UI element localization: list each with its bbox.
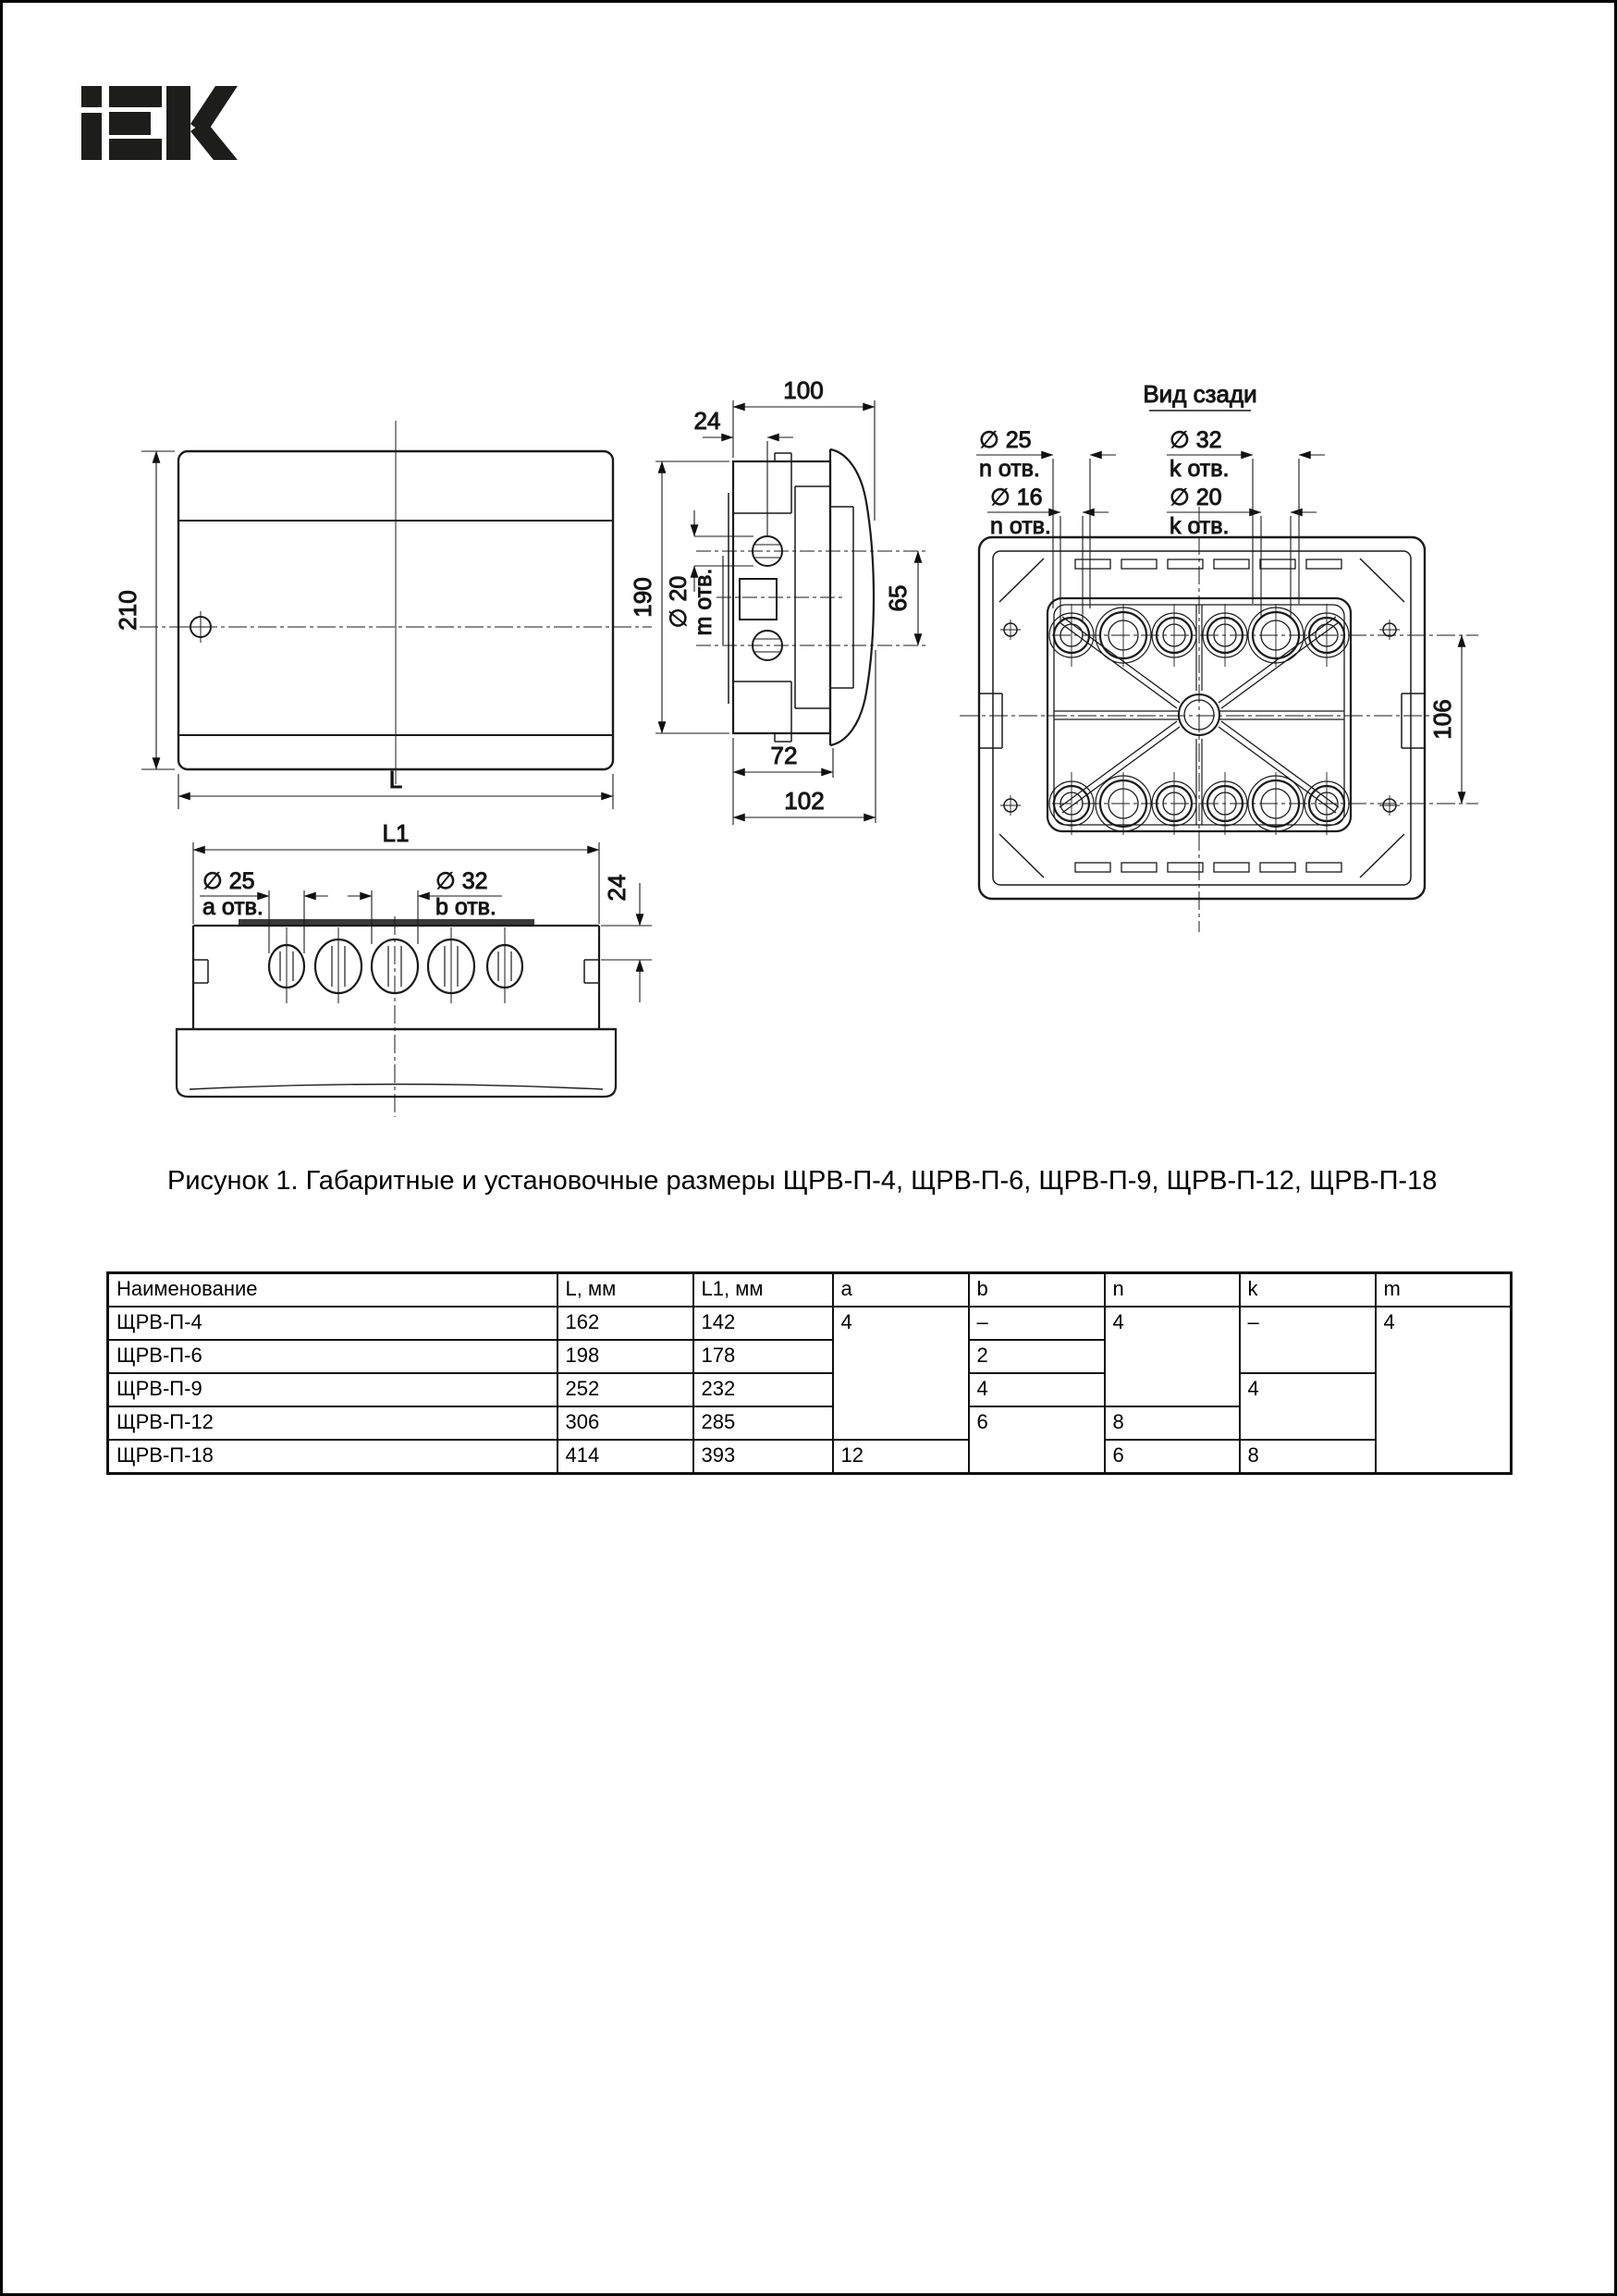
- table-header-row: [108, 1273, 1512, 1308]
- label-rear-d25: ∅ 25: [979, 427, 1032, 453]
- dim-side-depth-total: 102: [784, 787, 825, 815]
- dimensions-table: [106, 1271, 1513, 1475]
- label-bottom-d25-qty: a отв.: [202, 894, 263, 920]
- cell-b: 2: [969, 1340, 1105, 1373]
- cell-l1: 142: [693, 1307, 833, 1340]
- col-header-a: a: [833, 1273, 969, 1308]
- label-rear-d16-qty: n отв.: [990, 513, 1051, 539]
- cell-l1: 178: [693, 1340, 833, 1373]
- side-view: [629, 376, 929, 825]
- cell-l: 414: [557, 1440, 693, 1474]
- dim-side-depth-body: 72: [770, 742, 798, 769]
- iek-logo: [81, 86, 238, 160]
- bottom-view: [177, 819, 652, 1117]
- cell-name: ЩРВ-П-12: [108, 1406, 557, 1440]
- label-rear-d32: ∅ 32: [1170, 427, 1222, 453]
- cell-l: 252: [557, 1373, 693, 1406]
- figure-caption: Рисунок 1. Габаритные и установочные размеры ЩРВ-П-4, ЩРВ-П-6, ЩРВ-П-9, ЩРВ-П-12, ЩРВ-П-18: [167, 1166, 1438, 1196]
- cell-n: 6: [1105, 1440, 1240, 1474]
- cell-k: 8: [1240, 1440, 1376, 1474]
- label-rear-d32-qty: k отв.: [1170, 456, 1230, 482]
- cell-l: 306: [557, 1406, 693, 1440]
- cell-l1: 232: [693, 1373, 833, 1406]
- cell-n: 4: [1105, 1307, 1240, 1406]
- cell-a: 12: [833, 1440, 969, 1474]
- label-rear-d20: ∅ 20: [1170, 485, 1222, 510]
- cell-l1: 285: [693, 1406, 833, 1440]
- dim-side-height: 190: [629, 577, 656, 618]
- label-rear-d16: ∅ 16: [990, 485, 1043, 510]
- label-bottom-d32-qty: b отв.: [435, 894, 496, 920]
- technical-drawing: [3, 3, 1617, 1186]
- label-bottom-d32: ∅ 32: [435, 868, 488, 894]
- front-view: [114, 421, 652, 809]
- table-row: [108, 1440, 1512, 1474]
- col-header-m: m: [1376, 1273, 1512, 1308]
- dim-rear-row-spacing: 106: [1428, 699, 1456, 740]
- dim-front-length: L: [388, 766, 403, 793]
- cell-k: 4: [1240, 1373, 1376, 1440]
- cell-l1: 393: [693, 1440, 833, 1474]
- cell-name: ЩРВ-П-18: [108, 1440, 557, 1474]
- cell-b: 4: [969, 1373, 1105, 1406]
- cell-name: ЩРВ-П-6: [108, 1340, 557, 1373]
- cell-name: ЩРВ-П-9: [108, 1373, 557, 1406]
- col-header-name: Наименование: [108, 1273, 557, 1308]
- dim-front-height: 210: [114, 590, 141, 631]
- col-header-n: n: [1105, 1273, 1240, 1308]
- cell-l: 162: [557, 1307, 693, 1340]
- cell-a: 4: [833, 1307, 969, 1440]
- cell-k: –: [1240, 1307, 1376, 1373]
- rear-view-title: Вид сзади: [1143, 380, 1257, 408]
- rear-hole-dims: [976, 427, 1325, 620]
- cell-b: –: [969, 1307, 1105, 1340]
- label-side-hole-qty: m отв.: [691, 568, 717, 636]
- label-rear-d25-qty: n отв.: [979, 456, 1040, 482]
- rear-view: [960, 380, 1478, 932]
- label-rear-d20-qty: k отв.: [1170, 513, 1230, 539]
- col-header-l: L, мм: [557, 1273, 693, 1308]
- cell-n: 8: [1105, 1406, 1240, 1440]
- cell-name: ЩРВ-П-4: [108, 1307, 557, 1340]
- table-row: [108, 1373, 1512, 1406]
- dim-side-depth: 100: [783, 376, 824, 404]
- dim-side-hole-spacing: 65: [884, 584, 912, 612]
- cell-b: 6: [969, 1406, 1105, 1474]
- label-side-hole-d: ∅ 20: [666, 575, 692, 629]
- dim-bottom-length1: L1: [382, 819, 410, 847]
- cell-m: 4: [1376, 1307, 1512, 1474]
- label-bottom-d25: ∅ 25: [202, 868, 255, 894]
- cell-l: 198: [557, 1340, 693, 1373]
- col-header-l1: L1, мм: [693, 1273, 833, 1308]
- col-header-b: b: [969, 1273, 1105, 1308]
- col-header-k: k: [1240, 1273, 1376, 1308]
- dim-side-offset: 24: [693, 407, 721, 435]
- dim-bottom-flange: 24: [603, 874, 631, 902]
- table-row: [108, 1307, 1512, 1340]
